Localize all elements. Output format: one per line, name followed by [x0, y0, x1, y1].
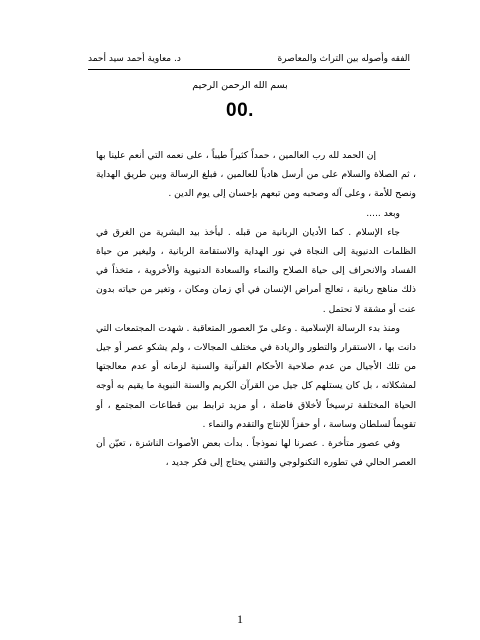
basmala: بسم الله الرحمن الرحيم	[192, 80, 288, 91]
paragraph-transition: وبعد .....	[366, 207, 400, 219]
header-book-title: الفقه وأصوله بين التراث والمعاصرة	[277, 54, 410, 64]
paragraph-history: ومنذ بدء الرسالة الإسلامية . وعلى مرّ العصور المتعاقبة . شهدت المجتمعات التي دانت بها ، الاستقرار والتطور والريادة في مختلف المجالات ، ولم يشكو عصر أو جيل من تلك الأجيال من عدم صلاحية الأحكام القرآنية والسنية لزمانه أو عدم معالجتها لمشكلاته ، بل كان يستلهم كل جيل من القرآن الكريم والسنة النبوية ما يقيم به أوجه الحياة المختلفة ترسيخاً لأخلاق فاضلة ، أو مزيد ترابط بين قطاعات المجتمع ، أو تقويماً لسلطان وساسة ، أو حفزاً للإنتاج والتقدم والنماء .	[96, 322, 416, 430]
header-rule	[88, 69, 410, 70]
header-author: د. معاوية أحمد سيد أحمد	[88, 54, 181, 64]
body-text	[96, 146, 416, 472]
running-header	[88, 50, 410, 68]
section-number: 00.	[226, 100, 254, 121]
paragraph-opening: إن الحمد لله رب العالمين ، حمداً كثيراً طيباً ، على نعمه التي أنعم علينا بها ، ثم الصلاة والسلام على من أرسل هادياً للعالمين ، فبلغ الرسالة وبين طريق الهداية ونصح للأمة ، وعلى آله وصحبه ومن تبعهم بإحسان إلى يوم الدين .	[96, 150, 416, 200]
paragraph-islam-arrival: جاء الإسلام . كما الأديان الربانية من قبله . ليأخذ بيد البشرية من الغرق في الظلمات الدنيوية إلى النجاة في نور الهداية والاستقامة الربانية ، وليغير من حياة الفساد والانحراف إلى حياة الصلاح والنماء والسعادة الدنيوية والأخروية ، متخذاً في ذلك مناهج ربانية ، تعالج أمراض الإنسان في أي زمان ومكان ، وتغير من حياته بدون عنت أو مشقة لا تحتمل .	[96, 226, 416, 315]
page-number: 1	[237, 612, 243, 626]
paragraph-modern-era: وفي عصور متأخرة . عصرنا لها نموذجاً . بدأت بعض الأصوات الناشزة ، تعيّن أن العصر الحالي في تطوره التكنولوجي والتقني يحتاج إلى فكر جديد ،	[96, 438, 416, 469]
